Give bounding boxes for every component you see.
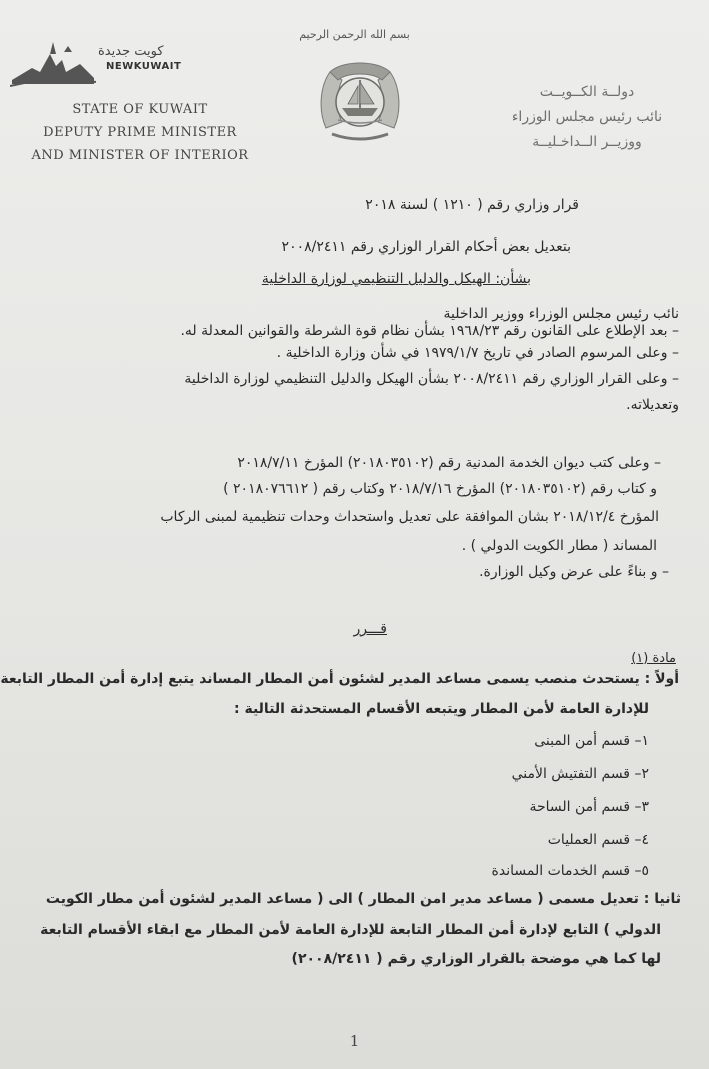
- preamble-line: – وعلى المرسوم الصادر في تاريخ ١٩٧٩/١/٧ في شأن وزارة الداخلية .: [276, 345, 679, 361]
- section-item: ٤– قسم العمليات: [547, 832, 649, 848]
- decree-subject-amend: بتعديل بعض أحكام القرار الوزاري رقم ٢٠٠٨/٢٤١١: [281, 239, 571, 255]
- logo-arabic-text: كويت جديدة: [98, 44, 164, 59]
- new-kuwait-logo: [10, 38, 180, 93]
- kuwait-emblem-icon: [312, 50, 408, 148]
- preamble-line: – بعد الإطلاع على القانون رقم ١٩٦٨/٢٣ بشأن نظام قوة الشرطة والقوانين المعدلة له.: [180, 323, 679, 339]
- second-clause-line: ثانيا : تعديل مسمى ( مساعد مدير امن المطار ) الى ( مساعد المدير لشئون أمن مطار الكويت: [45, 891, 681, 907]
- english-letterhead: [0, 98, 280, 167]
- arabic-line-state: دولــة الكــويــت: [539, 84, 635, 100]
- english-line-deputy: DEPUTY PRIME MINISTER: [43, 125, 237, 140]
- second-clause-line: الدولي ) التابع لإدارة أمن المطار التابعة للإدارة العامة لأمن المطار مع ابقاء الأقسام التابعة: [40, 922, 661, 938]
- preamble-line: وتعديلاته.: [626, 397, 679, 413]
- second-clause-line: لها كما هي موضحة بالقرار الوزاري رقم ( ٢٠٠٨/٢٤١١): [291, 951, 661, 967]
- arabic-line-minister: ووزيــر الــداخـليــة: [532, 134, 642, 150]
- article-heading: مادة (١): [631, 651, 676, 666]
- decree-number-line: قرار وزاري رقم ( ١٢١٠ ) لسنة ٢٠١٨: [365, 197, 579, 213]
- basmala: بسم الله الرحمن الرحيم: [299, 28, 410, 41]
- decision-heading: قـــرر: [353, 621, 387, 637]
- preamble-line: المؤرخ ٢٠١٨/١٢/٤ بشان الموافقة على تعديل واستحداث وحدات تنظيمية لمبنى الركاب: [160, 509, 659, 525]
- decree-subject-regarding: بشأن: الهيكل والدليل التنظيمي لوزارة الداخلية: [261, 271, 531, 287]
- page-number: 1: [349, 1032, 360, 1050]
- english-line-minister: AND MINISTER OF INTERIOR: [31, 148, 249, 163]
- preamble-line: و كتاب رقم (٢٠١٨٠٣٥١٠٢) المؤرخ ٢٠١٨/٧/١٦ وكتاب رقم ( ٢٠١٨٠٧٦٦١٢ ): [223, 481, 657, 497]
- issuer-line: نائب رئيس مجلس الوزراء ووزير الداخلية: [443, 306, 679, 322]
- section-item: ٢– قسم التفتيش الأمني: [511, 766, 649, 782]
- logo-english-text: NEWKUWAIT: [106, 61, 182, 72]
- section-item: ٣– قسم أمن الساحة: [529, 799, 649, 815]
- preamble-line: – و بناءً على عرض وكيل الوزارة.: [479, 564, 669, 580]
- section-item: ٥– قسم الخدمات المساندة: [491, 863, 649, 879]
- first-clause-line: أولاً : يستحدث منصب يسمى مساعد المدير لشئون أمن المطار المساند يتبع إدارة أمن المطار التابعة: [0, 671, 679, 687]
- new-kuwait-skyline-icon: [10, 38, 100, 88]
- arabic-line-deputy: نائب رئيس مجلس الوزراء: [511, 109, 663, 125]
- first-clause-line: للإدارة العامة لأمن المطار ويتبعه الأقسام المستحدثة التالية :: [234, 701, 649, 717]
- preamble-line: – وعلى كتب ديوان الخدمة المدنية رقم (٢٠١٨٠٣٥١٠٢) المؤرخ ٢٠١٨/٧/١١: [237, 455, 661, 471]
- arabic-letterhead: [487, 80, 687, 155]
- preamble-line: المساند ( مطار الكويت الدولي ) .: [461, 538, 657, 554]
- english-line-state: STATE OF KUWAIT: [72, 102, 208, 117]
- section-item: ١– قسم أمن المبنى: [534, 733, 649, 749]
- preamble-line: – وعلى القرار الوزاري رقم ٢٠٠٨/٢٤١١ بشأن الهيكل والدليل التنظيمي لوزارة الداخلية: [184, 371, 679, 387]
